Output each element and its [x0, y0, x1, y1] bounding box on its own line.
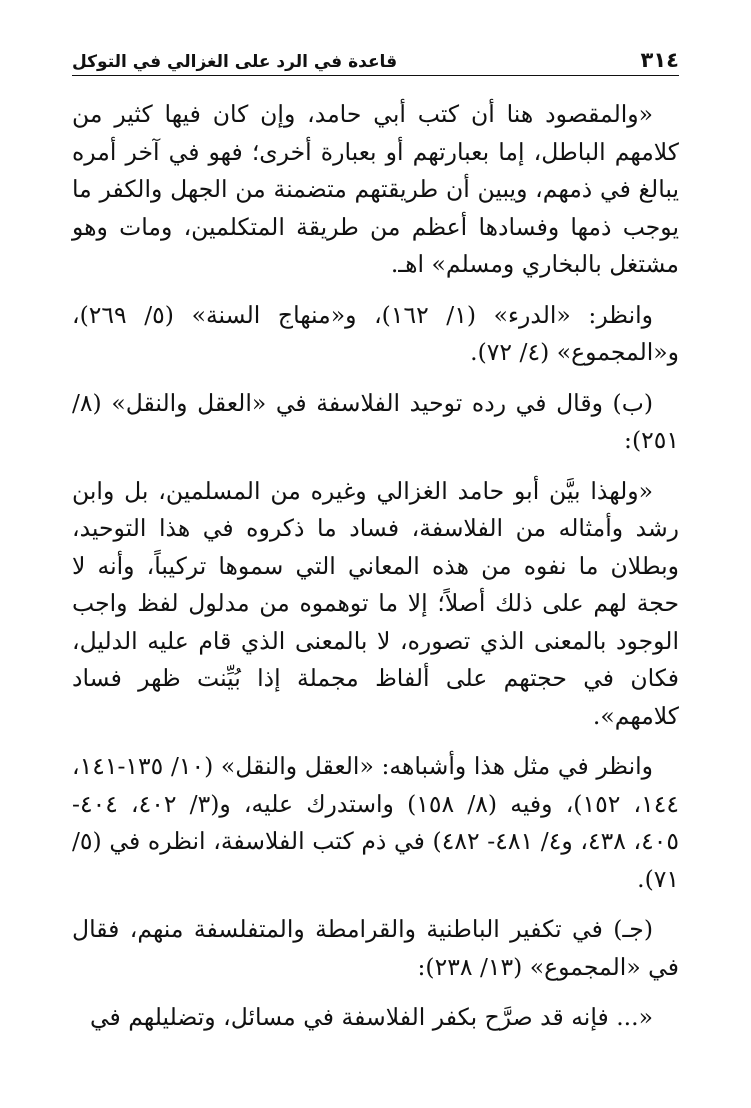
paragraph-section-c: (جـ) في تكفير الباطنية والقرامطة والمتفلسفة منهم، فقال في «المجموع» (١٣/ ٢٣٨):	[72, 915, 679, 981]
running-title: قاعدة في الرد على الغزالي في التوكل	[72, 52, 398, 72]
body-text	[72, 96, 679, 1037]
paragraph-quote-abu-hamid: «والمقصود هنا أن كتب أبي حامد، وإن كان فيها كثير من كلامهم الباطل، إما بعبارتهم أو بعبارة أخرى؛ فهو في آخر أمره يبالغ في ذمهم، ويبين أن طريقتهم متضمنة من الجهل والكفر ما يوجب ذمها وفسادها أعظم من طريقة المتكلمين، ومات وهو مشتغل بالبخاري ومسلم» اهـ.	[72, 100, 679, 278]
page-number: ٣١٤	[640, 48, 679, 72]
running-header	[72, 32, 679, 76]
paragraph-quote-continued: «... فإنه قد صرَّح بكفر الفلاسفة في مسائل، وتضليلهم في	[89, 1003, 653, 1031]
paragraph-references-2: وانظر في مثل هذا وأشباهه: «العقل والنقل» (١٠/ ١٣٥-١٤١، ١٤٤، ١٥٢)، وفيه (٨/ ١٥٨) واستدرك عليه، و(٣/ ٤٠٢، ٤٠٤- ٤٠٥، ٤٣٨، و٤/ ٤٨١- ٤٨٢) في ذم كتب الفلاسفة، انظره في (٥/ ٧١).	[72, 752, 679, 893]
paragraph-section-b: (ب) وقال في رده توحيد الفلاسفة في «العقل والنقل» (٨/ ٢٥١):	[72, 388, 679, 454]
paragraph-quote-tawhid: «ولهذا بيَّن أبو حامد الغزالي وغيره من المسلمين، بل وابن رشد وأمثاله من الفلاسفة، فساد ما ذكروه في هذا التوحيد، وبطلان ما نفوه من هذه المعاني التي سموها تركيباً، وأنه لا حجة لهم على ذلك أصلاً؛ إلا ما توهموه من مدلول لفظ واجب الوجود بالمعنى الذي تصوره، لا بالمعنى الذي قام عليه الدليل، فكان في حجتهم على ألفاظ مجملة إذا بُيِّنت ظهر فساد كلامهم».	[72, 476, 679, 730]
paragraph-references-1: وانظر: «الدرء» (١/ ١٦٢)، و«منهاج السنة» (٥/ ٢٦٩)، و«المجموع» (٤/ ٧٢).	[72, 300, 679, 366]
